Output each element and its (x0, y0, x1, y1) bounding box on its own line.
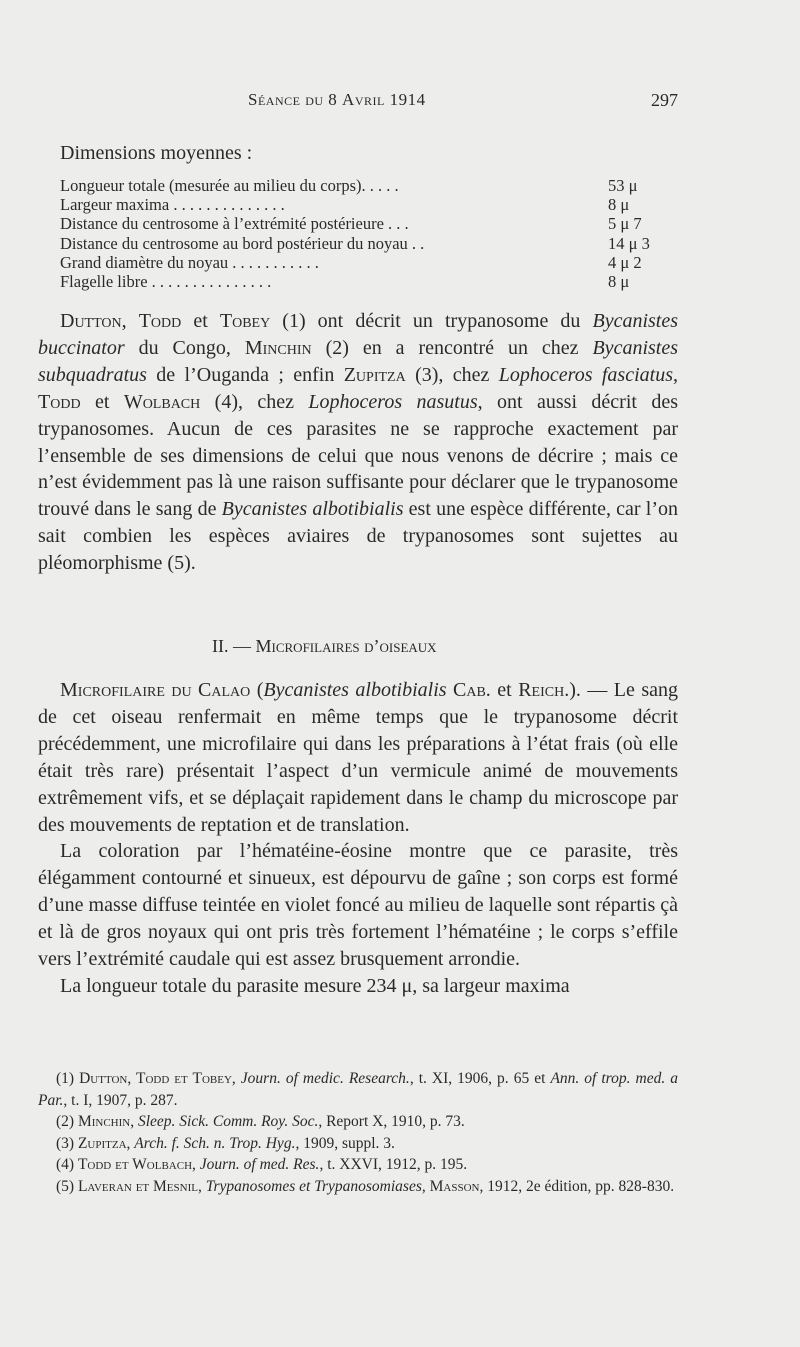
text-run: , (121, 310, 139, 332)
dimension-label: Flagelle libre . . . . . . . . . . . . . . . (60, 271, 272, 291)
text-run: du Congo, (124, 336, 245, 359)
dimension-row (60, 195, 680, 214)
dimension-label: Distance du centrosome à l’extrémité postérieure . . . (60, 214, 409, 234)
paragraph (38, 308, 678, 577)
author-name: Reich. (518, 679, 570, 701)
paragraph-trypanosome-comparison (38, 308, 678, 577)
species-name: Bycanistes albotibialis (263, 679, 447, 701)
dimension-value: 53 μ (608, 176, 638, 195)
text-run: ( (250, 679, 264, 701)
dimension-label: Distance du centrosome au bord postérieur du noyau . . (60, 233, 425, 253)
species-name: Bycanistes buccinator (38, 310, 679, 359)
running-head-title (248, 90, 426, 110)
footnote-publisher: Masson (429, 1177, 480, 1195)
text-run: (2) en a rencontré un chez (311, 336, 593, 359)
footnote-journal: Ann. of trop. med. a Par. (38, 1070, 679, 1109)
dimension-value: 8 μ (608, 271, 630, 291)
text-run: , (130, 1113, 138, 1131)
author-name: Minchin (244, 336, 312, 359)
dimension-row (60, 234, 680, 253)
text-run: , 1909, suppl. 3. (295, 1134, 395, 1152)
dimension-row (60, 253, 680, 272)
running-head-month: Avril (342, 90, 385, 109)
footnote-journal: Arch. f. Sch. n. Trop. Hyg. (134, 1134, 296, 1152)
dimension-value: 4 μ 2 (608, 252, 642, 272)
footnote-journal: Trypanosomes et Trypanosomiases (205, 1177, 422, 1195)
dimension-value: 14 μ 3 (608, 233, 650, 253)
text-run: , t. I, 1907, p. 287. (63, 1091, 178, 1109)
footnote-number: (2) (56, 1113, 78, 1131)
text-run: , (126, 1134, 135, 1152)
text-run: , (673, 363, 678, 386)
footnote-journal: Journ. of med. Res. (199, 1156, 320, 1174)
footnote-journal: Sleep. Sick. Comm. Roy. Soc. (137, 1113, 319, 1131)
dimension-value: 5 μ 7 (608, 214, 642, 234)
text-run: , ont aussi décrit des trypanosomes. Aucun de ces parasites ne se rapproche exactement par l’ensemble de ses dimensions de celui que nous venons de décrire ; mais ce n’est évidemment pas là une raison suffisante pour déclarer que le trypanosome trouvé dans le sang de (38, 390, 679, 521)
footnote-number: (4) (56, 1156, 78, 1174)
dimension-label: Grand diamètre du noyau . . . . . . . . . . . (60, 252, 319, 272)
footnote-number: (3) (56, 1134, 78, 1152)
section-numeral: II. — (212, 636, 251, 656)
footnote-1 (38, 1068, 678, 1111)
text-run: (4), chez (200, 390, 309, 413)
paragraph: La longueur totale du parasite mesure 234 μ, sa largeur maxima (60, 974, 570, 997)
running-head-date: 8 (328, 90, 338, 109)
dimension-row (60, 214, 680, 233)
author-name: Tobey (219, 310, 271, 332)
text-run: est une espèce différente, car l’on sait combien les espèces aviaires de trypanosomes sont sujettes au pléomorphisme (5). (38, 498, 678, 575)
text-run: , Report X, 1910, p. 73. (318, 1113, 465, 1131)
text-run: (1) ont décrit un trypanosome du (270, 310, 593, 332)
text-run: et (80, 390, 124, 413)
running-head-seance: Séance du (248, 90, 324, 109)
footnotes (38, 1068, 678, 1198)
dimension-label: Longueur totale (mesurée au milieu du corps). . . . . (60, 176, 399, 195)
text-run: , t. XXVI, 1912, p. 195. (319, 1156, 468, 1174)
footnote-authors: Laveran et Mesnil (77, 1177, 198, 1195)
dimensions-table (60, 176, 680, 291)
running-head-year: 1914 (389, 90, 426, 109)
text-run: , 1912, 2e édition, pp. 828-830. (479, 1177, 675, 1195)
author-name: Todd (38, 390, 81, 413)
running-head (0, 90, 800, 114)
author-name: Wolbach (123, 390, 201, 413)
subsection-title: Microfilaire du Calao (60, 679, 251, 701)
species-name: Bycanistes albotibialis (221, 498, 404, 521)
footnote-authors: Dutton, Todd et Tobey (79, 1070, 232, 1087)
author-name: Todd (138, 310, 182, 332)
text-run: (3), chez (405, 363, 499, 386)
author-name: Cab. (453, 679, 491, 701)
footnote-authors: Minchin (77, 1113, 131, 1131)
section-heading-text (212, 636, 437, 657)
footnote-2 (38, 1111, 678, 1133)
dimension-row (60, 176, 680, 195)
footnote-4 (38, 1154, 678, 1176)
text-run: , (231, 1070, 241, 1087)
footnote-3 (38, 1133, 678, 1155)
footnote-journal: Journ. of medic. Research. (240, 1070, 410, 1087)
text-run: et (181, 310, 220, 332)
author-name: Dutton (60, 310, 122, 332)
species-name: Lophoceros fasciatus (498, 363, 673, 386)
text-run: , (421, 1177, 430, 1195)
text-run: , (197, 1177, 206, 1195)
footnote-authors: Todd et Wolbach (77, 1156, 193, 1174)
text-run: , t. XI, 1906, p. 65 et (409, 1070, 551, 1087)
text-run: ). — Le sang de cet oiseau renfermait en même temps que le trypanosome décrit précédemment, une microfilaire qui dans les préparations à l’état frais (où elle était très rare) présentait l’aspect d’un vermicule animé de mouvements extrêmement vifs, et se déplaçait rapidement dans le champ du microscope par des mouvements de reptation et de translation. (38, 679, 679, 836)
footnote-authors: Zupitza (77, 1134, 127, 1152)
page-number: 297 (651, 90, 678, 110)
text-run: et (490, 679, 519, 701)
text-run: de l’Ouganda ; enfin (146, 363, 344, 386)
dimension-label: Largeur maxima . . . . . . . . . . . . . . (60, 195, 285, 215)
paragraph (38, 677, 678, 838)
section-body (38, 677, 678, 1000)
text-run: , (192, 1156, 200, 1174)
footnote-5 (38, 1176, 678, 1198)
footnote-number: (5) (56, 1177, 78, 1195)
dimension-row (60, 272, 680, 291)
footnote-number: (1) (56, 1070, 80, 1087)
species-name: Lophoceros nasutus (308, 390, 478, 413)
species-name: Bycanistes subquadratus (38, 336, 678, 386)
dimension-value: 8 μ (608, 195, 630, 215)
paragraph: La coloration par l’hématéine-éosine montre que ce parasite, très élégamment contourné et sinueux, est dépourvu de gaîne ; son corps est formé d’une masse diffuse teintée en violet foncé au milieu de laquelle sont répartis çà et là de gros noyaux qui ont pris très fortement l’hématéine ; le corps s’effile vers l’extrémité caudale qui est assez brusquement arrondie. (38, 840, 678, 971)
section-title: Microfilaires d’oiseaux (255, 636, 437, 656)
dimensions-heading: Dimensions moyennes : (60, 142, 253, 164)
author-name: Zupitza (343, 363, 406, 386)
